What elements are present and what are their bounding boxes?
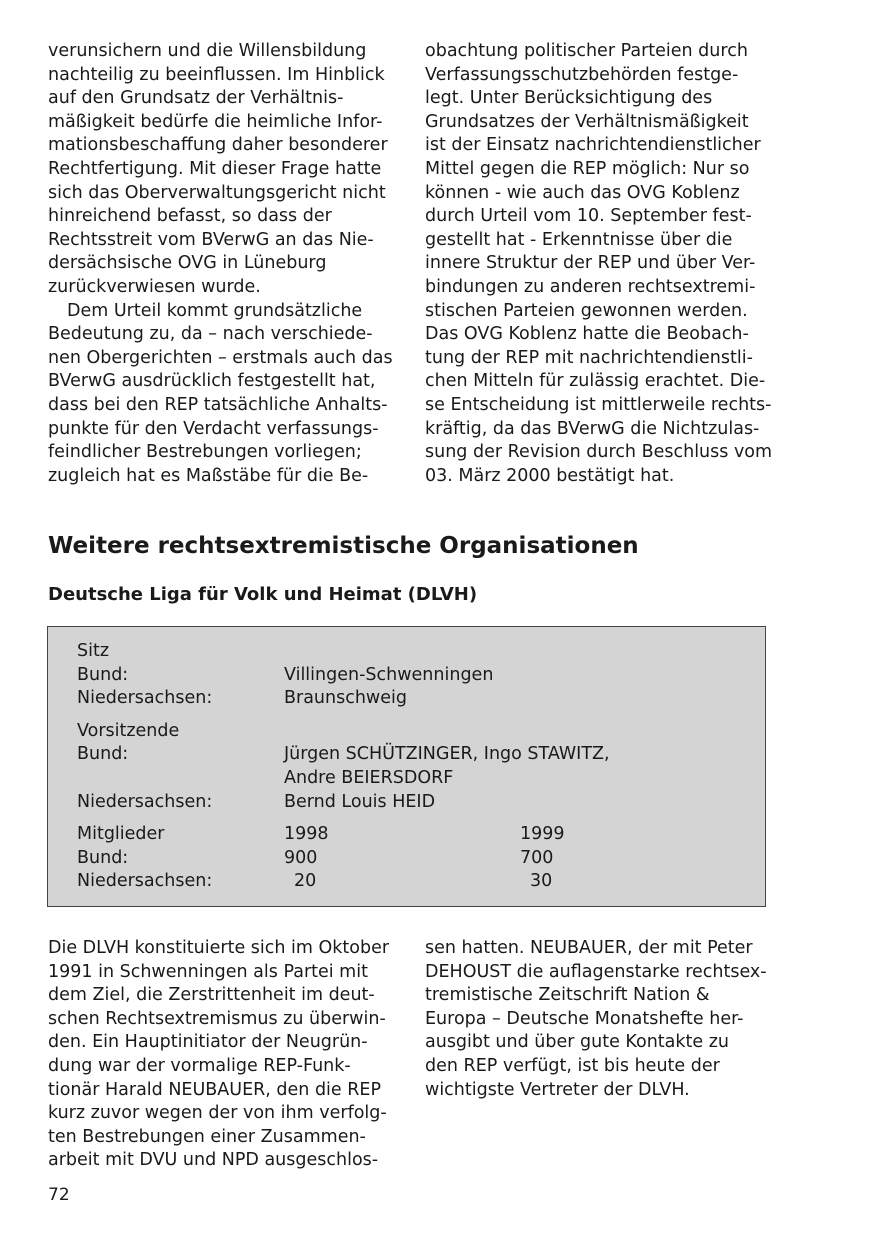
text-line: dem Ziel, die Zerstrittenheit im deut- xyxy=(48,985,375,1006)
bund-1998-value: 900 xyxy=(284,848,318,868)
text-column-bottom-right xyxy=(425,937,767,1102)
text-line: mationsbeschaffung daher besonderer xyxy=(48,135,388,156)
section-heading: Weitere rechtsextremistische Organisationen xyxy=(48,533,639,559)
text-column-bottom-left xyxy=(48,937,389,1173)
sitz-bund-value: Villingen-Schwenningen xyxy=(284,665,494,685)
text-line: nen Obergerichten – erstmals auch das xyxy=(48,347,393,368)
text-line: zugleich hat es Maßstäbe für die Be- xyxy=(48,465,369,486)
text-line: können - wie auch das OVG Koblenz xyxy=(425,182,740,203)
sitz-bund-label: Bund: xyxy=(77,665,129,685)
text-line: verunsichern und die Willensbildung xyxy=(48,41,367,61)
sitz-label: Sitz xyxy=(77,641,110,661)
text-line: Bedeutung zu, da – nach verschiede- xyxy=(48,324,373,345)
text-line: Die DLVH konstituierte sich im Oktober xyxy=(48,938,390,958)
text-line: ten Bestrebungen einer Zusammen- xyxy=(48,1126,366,1147)
text-line: obachtung politischer Parteien durch xyxy=(425,41,748,61)
vorsitz-bund-value-cont: Andre BEIERSDORF xyxy=(284,768,454,788)
year-1999: 1999 xyxy=(520,824,565,844)
text-line: se Entscheidung ist mittlerweile rechts- xyxy=(425,394,772,415)
text-line: tionär Harald NEUBAUER, den die REP xyxy=(48,1079,382,1100)
text-line: arbeit mit DVU und NPD ausgeschlos- xyxy=(48,1150,379,1171)
sitz-nds-value: Braunschweig xyxy=(284,688,407,708)
text-line: 1991 in Schwenningen als Partei mit xyxy=(48,961,368,982)
text-column-top-right xyxy=(425,40,772,488)
text-line: DEHOUST die auflagenstarke rechtsex- xyxy=(425,961,767,982)
text-line: Dem Urteil kommt grundsätzliche xyxy=(67,300,363,321)
text-line: dass bei den REP tatsächliche Anhalts- xyxy=(48,394,388,415)
text-line: zurückverwiesen wurde. xyxy=(48,276,261,297)
text-line: sen hatten. NEUBAUER, der mit Peter xyxy=(425,938,753,958)
text-line: feindlicher Bestrebungen vorliegen; xyxy=(48,442,362,463)
text-line: sung der Revision durch Beschluss vom xyxy=(425,442,773,463)
text-line: schen Rechtsextremismus zu überwin- xyxy=(48,1008,386,1029)
vorsitz-bund-value: Jürgen SCHÜTZINGER, Ingo STAWITZ, xyxy=(284,744,610,764)
text-line: Verfassungsschutzbehörden festge- xyxy=(425,64,739,85)
text-line: Rechtfertigung. Mit dieser Frage hatte xyxy=(48,158,382,179)
text-line: tremistische Zeitschrift Nation & xyxy=(425,985,710,1006)
text-line: den. Ein Hauptinitiator der Neugrün- xyxy=(48,1032,368,1053)
text-line: sich das Oberverwaltungsgericht nicht xyxy=(48,182,386,203)
text-line: 03. März 2000 bestätigt hat. xyxy=(425,465,675,486)
text-line: innere Struktur der REP und über Ver- xyxy=(425,253,756,274)
info-box xyxy=(47,626,766,907)
text-line: wichtigste Vertreter der DLVH. xyxy=(425,1079,690,1100)
text-line: bindungen zu anderen rechtsextremi- xyxy=(425,276,756,297)
mitglieder-nds-label: Niedersachsen: xyxy=(77,871,213,891)
nds-1998-value: 20 xyxy=(294,871,317,891)
text-line: Rechtsstreit vom BVerwG an das Nie- xyxy=(48,229,374,250)
bund-1999-value: 700 xyxy=(520,848,554,868)
page-number: 72 xyxy=(48,1185,70,1205)
vorsitz-nds-value: Bernd Louis HEID xyxy=(284,792,436,812)
text-line: chen Mitteln für zulässig erachtet. Die- xyxy=(425,371,766,392)
text-line: Das OVG Koblenz hatte die Beobach- xyxy=(425,324,749,345)
sub-heading: Deutsche Liga für Volk und Heimat (DLVH) xyxy=(48,584,478,605)
sitz-nds-label: Niedersachsen: xyxy=(77,688,213,708)
vorsitz-bund-label: Bund: xyxy=(77,744,129,764)
vorsitz-nds-label: Niedersachsen: xyxy=(77,792,213,812)
text-line: ausgibt und über gute Kontakte zu xyxy=(425,1032,729,1053)
text-line: den REP verfügt, ist bis heute der xyxy=(425,1055,720,1076)
text-line: Grundsatzes der Verhältnismäßigkeit xyxy=(425,111,749,132)
nds-1999-value: 30 xyxy=(530,871,553,891)
text-line: kurz zuvor wegen der von ihm verfolg- xyxy=(48,1103,387,1124)
text-line: nachteilig zu beeinflussen. Im Hinblick xyxy=(48,64,385,85)
text-line: kräftig, da das BVerwG die Nichtzulas- xyxy=(425,418,760,439)
year-1998: 1998 xyxy=(284,824,329,844)
text-line: durch Urteil vom 10. September fest- xyxy=(425,206,752,227)
text-line: Mittel gegen die REP möglich: Nur so xyxy=(425,158,750,179)
vorsitz-label: Vorsitzende xyxy=(77,721,180,741)
text-line: legt. Unter Berücksichtigung des xyxy=(425,88,713,109)
text-line: tung der REP mit nachrichtendienstli- xyxy=(425,347,753,368)
mitglieder-bund-label: Bund: xyxy=(77,848,129,868)
text-line: punkte für den Verdacht verfassungs- xyxy=(48,418,379,439)
text-line: BVerwG ausdrücklich festgestellt hat, xyxy=(48,371,376,392)
text-line: hinreichend befasst, so dass der xyxy=(48,206,332,227)
text-line: Europa – Deutsche Monatshefte her- xyxy=(425,1008,744,1029)
text-line: auf den Grundsatz der Verhältnis- xyxy=(48,88,344,109)
text-line: dung war der vormalige REP-Funk- xyxy=(48,1055,351,1076)
text-line: gestellt hat - Erkenntnisse über die xyxy=(425,229,733,250)
text-line: ist der Einsatz nachrichtendienstlicher xyxy=(425,135,761,156)
text-column-top-left xyxy=(48,40,393,488)
mitglieder-label: Mitglieder xyxy=(77,824,165,844)
text-line: stischen Parteien gewonnen werden. xyxy=(425,300,748,321)
text-line: dersächsische OVG in Lüneburg xyxy=(48,253,327,274)
text-line: mäßigkeit bedürfe die heimliche Infor- xyxy=(48,111,383,132)
